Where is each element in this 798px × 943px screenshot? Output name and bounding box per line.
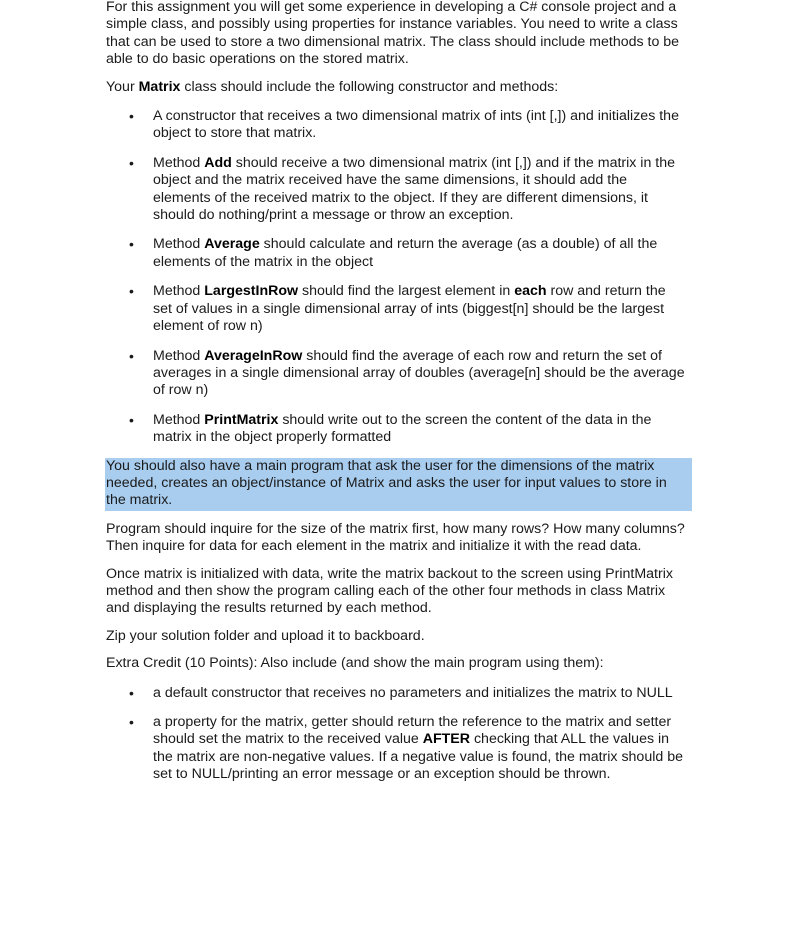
extra-text: checking that ALL the values in the matrix are non-negative values. If a negative value is found, the matrix should be set to NULL/printing an error message or an exception should be thrown. bbox=[153, 731, 683, 783]
method-text: should calculate and return the average (as a double) of all the elements of the matrix in the object bbox=[153, 236, 658, 270]
method-text: should find the largest element in bbox=[298, 283, 515, 300]
list-item bbox=[106, 283, 686, 335]
document-page bbox=[106, 0, 686, 795]
method-text: A constructor that receives a two dimensional matrix of ints (int [,]) and initializes the object to store that matrix. bbox=[153, 108, 679, 142]
list-item bbox=[106, 685, 686, 702]
intro-paragraph: For this assignment you will get some experience in developing a C# console project and a simple class, and possibly using properties for instance variables. You need to write a class that can be used to store a two dimensional matrix. The class should include methods to be able to do basic operations on the stored matrix. bbox=[106, 0, 680, 68]
extra-credit-heading: Extra Credit (10 Points): Also include (and show the main program using them): bbox=[106, 655, 604, 672]
bullet-icon: • bbox=[129, 411, 134, 428]
method-name: PrintMatrix bbox=[204, 411, 279, 428]
bullet-icon: • bbox=[129, 283, 134, 300]
list-item bbox=[106, 236, 686, 271]
method-name: AverageInRow bbox=[204, 347, 303, 364]
extra-text: a default constructor that receives no parameters and initializes the matrix to NULL bbox=[153, 684, 673, 701]
once-paragraph: Once matrix is initialized with data, write the matrix backout to the screen using PrintMatrix method and then show the program calling each of the other four methods in class Matrix and displaying the results returned by each method. bbox=[106, 565, 673, 617]
method-text: should write out to the screen the content of the data in the matrix in the object properly formatted bbox=[153, 411, 652, 446]
class-intro-paragraph bbox=[106, 79, 686, 96]
bullet-icon: • bbox=[129, 236, 134, 253]
method-name: Average bbox=[204, 236, 260, 253]
bullet-icon: • bbox=[129, 108, 134, 125]
method-text: Method bbox=[153, 154, 205, 171]
method-text: should receive a two dimensional matrix (int [,]) and if the matrix in the object and the matrix received have the same dimensions, it should add the elements of the received matrix to the object. If they are different dimensions, it should do nothing/print a message or throw an exception. bbox=[153, 154, 676, 224]
method-name: LargestInRow bbox=[204, 283, 299, 300]
list-item bbox=[106, 714, 686, 784]
list-item bbox=[106, 412, 686, 447]
class-intro-after: class should include the following constructor and methods: bbox=[180, 78, 559, 95]
method-name: Add bbox=[204, 154, 232, 171]
method-text: row and return the set of values in a single dimensional array of ints (biggest[n] should be the largest element of row n) bbox=[153, 283, 666, 335]
bullet-icon: • bbox=[129, 154, 134, 171]
class-name-bold: Matrix bbox=[138, 78, 181, 95]
method-text: Method bbox=[153, 347, 205, 364]
list-item bbox=[106, 155, 686, 225]
method-text: should find the average of each row and return the set of averages in a single dimensional array of doubles (average[n] should be the average of row n) bbox=[153, 347, 685, 399]
list-item bbox=[106, 348, 686, 400]
list-item bbox=[106, 108, 686, 143]
method-text: Method bbox=[153, 283, 205, 300]
extras-list bbox=[106, 685, 686, 784]
class-intro-before: Your bbox=[106, 78, 139, 95]
highlighted-selection-paragraph[interactable]: You should also have a main program that ask the user for the dimensions of the matrix needed, creates an object/instance of Matrix and asks the user for input values to store in the matrix. bbox=[105, 458, 692, 511]
method-text: Method bbox=[153, 236, 205, 253]
inquire-paragraph: Program should inquire for the size of the matrix first, how many rows? How many columns? Then inquire for data for each element in the matrix and initialize it with the read data. bbox=[106, 520, 685, 555]
bullet-icon: • bbox=[129, 714, 134, 730]
bullet-icon: • bbox=[129, 347, 134, 364]
zip-paragraph: Zip your solution folder and upload it to backboard. bbox=[106, 627, 425, 644]
method-text: Method bbox=[153, 411, 205, 428]
extra-text: a property for the matrix, getter should return the reference to the matrix and setter should set the matrix to the received value bbox=[153, 714, 672, 748]
emphasis-each: each bbox=[514, 283, 547, 300]
methods-list bbox=[106, 108, 686, 447]
bullet-icon: • bbox=[129, 684, 134, 701]
emphasis-after: AFTER bbox=[422, 731, 471, 748]
